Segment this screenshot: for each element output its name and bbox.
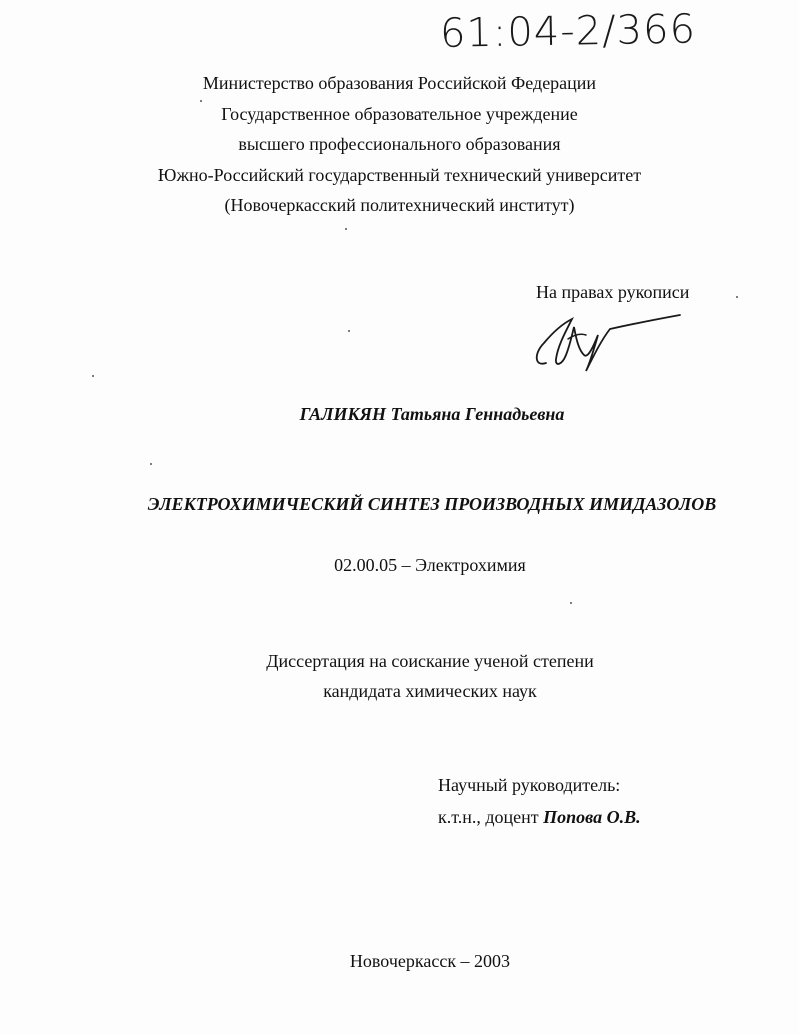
degree-line-2: кандидата химических наук [323, 681, 537, 701]
dissertation-title: ЭЛЕКТРОХИМИЧЕСКИЙ СИНТЕЗ ПРОИЗВОДНЫХ ИМИДАЗОЛОВ [147, 494, 717, 514]
scan-speck [345, 228, 347, 230]
institution-header [0, 68, 799, 221]
scan-speck [348, 330, 350, 332]
scan-speck [200, 100, 202, 102]
header-line-ministry: Министерство образования Российской Федерации [202, 73, 597, 93]
header-line-institution-type: Государственное образовательное учреждение [221, 103, 578, 124]
supervisor-details [438, 801, 641, 833]
archive-code: 61:04-2/366 [439, 6, 697, 57]
supervisor-credentials: к.т.н., доцент [438, 807, 539, 827]
scan-speck [736, 296, 738, 298]
header-line-education-level: высшего профессионального образования [238, 134, 561, 154]
supervisor-name: Попова О.В. [543, 807, 641, 827]
scan-speck [92, 375, 94, 377]
degree-statement [0, 646, 799, 706]
scan-speck [150, 463, 152, 465]
supervisor-block [438, 769, 641, 833]
manuscript-rights-note: На правах рукописи [536, 282, 690, 302]
author-name: ГАЛИКЯН Татьяна Геннадьевна [299, 404, 565, 424]
specialty-code: 02.00.05 – Электрохимия [334, 555, 526, 575]
supervisor-label: Научный руководитель: [438, 775, 621, 795]
degree-line-1: Диссертация на соискание ученой степени [266, 651, 594, 671]
scan-speck [570, 602, 572, 604]
header-line-university: Южно-Российский государственный технический университет [157, 164, 642, 185]
signature-icon [528, 305, 688, 375]
header-line-institute: (Новочеркасский политехнический институт) [224, 195, 575, 215]
city-year: Новочеркасск – 2003 [349, 951, 511, 971]
